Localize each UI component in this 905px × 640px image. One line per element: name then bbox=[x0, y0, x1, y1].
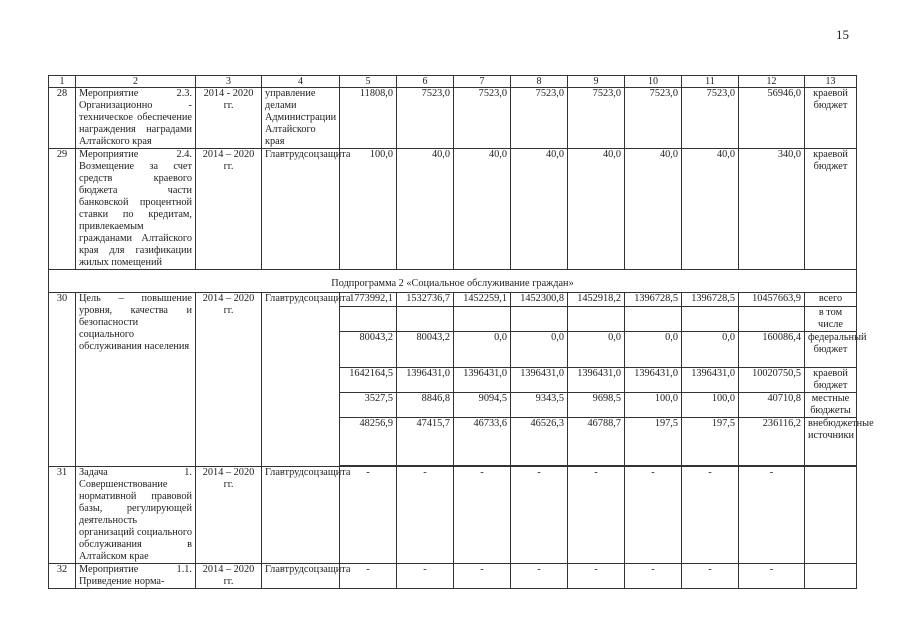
executor: Главтрудсоцзащита bbox=[262, 564, 340, 589]
row-number: 29 bbox=[49, 149, 76, 270]
row-number: 31 bbox=[49, 467, 76, 564]
value-cell: - bbox=[625, 564, 682, 589]
task-name: Задача 1. Совершенствование нормативной правовой базы, регулирующей деятельность организаций социального обслуживания в Алтайском крае bbox=[76, 467, 196, 564]
value-cell: 80043,2 bbox=[340, 332, 397, 368]
value-cell: - bbox=[511, 564, 568, 589]
row-number: 28 bbox=[49, 88, 76, 149]
value-cell: 80043,2 bbox=[397, 332, 454, 368]
period: 2014 – 2020 гг. bbox=[196, 293, 262, 467]
value-cell: 1642164,5 bbox=[340, 368, 397, 393]
value-cell: - bbox=[739, 467, 805, 564]
funding-source: в том числе bbox=[805, 307, 857, 332]
value-cell: 40,0 bbox=[682, 149, 739, 270]
table-row bbox=[49, 293, 857, 307]
value-cell: 236116,2 bbox=[739, 418, 805, 466]
value-cell: 100,0 bbox=[625, 393, 682, 418]
value-cell: 1396431,0 bbox=[511, 368, 568, 393]
value-cell: 7523,0 bbox=[397, 88, 454, 149]
value-cell: 1396728,5 bbox=[625, 293, 682, 307]
budget-table bbox=[48, 75, 874, 589]
executor: управление делами Администрации Алтайского края bbox=[262, 88, 340, 149]
activity-name: Мероприятие 2.4. Возмещение за счет средств краевого бюджета части банковской процентной ставки по кредитам, привлекаемым гражданами Алтайского края для газификации жилых помещений bbox=[76, 149, 196, 270]
value-cell: 1452259,1 bbox=[454, 293, 511, 307]
table-row bbox=[49, 88, 857, 149]
value-cell: 1396431,0 bbox=[625, 368, 682, 393]
value-cell: 7523,0 bbox=[511, 88, 568, 149]
value-cell: 160086,4 bbox=[739, 332, 805, 368]
value-cell: 46788,7 bbox=[568, 418, 625, 466]
header-cell: 6 bbox=[397, 76, 454, 88]
period: 2014 – 2020 гг. bbox=[196, 564, 262, 589]
funding-source: всего bbox=[805, 293, 857, 307]
goal-name: Цель – повышение уровня, качества и безопасности социального обслуживания населения bbox=[76, 293, 196, 467]
value-cell: 197,5 bbox=[682, 418, 739, 466]
header-cell: 9 bbox=[568, 76, 625, 88]
value-cell: - bbox=[568, 564, 625, 589]
header-cell: 12 bbox=[739, 76, 805, 88]
value-cell: 0,0 bbox=[682, 332, 739, 368]
value-cell: 7523,0 bbox=[568, 88, 625, 149]
activity-name: Мероприятие 1.1. Приведение норма- bbox=[76, 564, 196, 589]
header-row bbox=[49, 76, 857, 88]
value-cell: - bbox=[625, 467, 682, 564]
header-cell: 13 bbox=[805, 76, 857, 88]
table-row bbox=[49, 564, 857, 589]
funding-source: краевой бюджет bbox=[805, 149, 857, 270]
value-cell: 8846,8 bbox=[397, 393, 454, 418]
value-cell: 46526,3 bbox=[511, 418, 568, 466]
value-cell: 1396431,0 bbox=[682, 368, 739, 393]
value-cell: - bbox=[739, 564, 805, 589]
row-number: 32 bbox=[49, 564, 76, 589]
value-cell: 10020750,5 bbox=[739, 368, 805, 393]
value-cell: 100,0 bbox=[340, 149, 397, 270]
value-cell: 0,0 bbox=[454, 332, 511, 368]
header-cell: 7 bbox=[454, 76, 511, 88]
header-cell: 11 bbox=[682, 76, 739, 88]
value-cell: 56946,0 bbox=[739, 88, 805, 149]
value-cell: 100,0 bbox=[682, 393, 739, 418]
funding-source: федеральный бюджет bbox=[805, 332, 857, 368]
value-cell: 40,0 bbox=[397, 149, 454, 270]
funding-source: краевой бюджет bbox=[805, 368, 857, 393]
header-cell: 10 bbox=[625, 76, 682, 88]
value-cell: - bbox=[511, 467, 568, 564]
value-cell: - bbox=[340, 564, 397, 589]
header-cell: 5 bbox=[340, 76, 397, 88]
value-cell: 40710,8 bbox=[739, 393, 805, 418]
value-cell: 40,0 bbox=[454, 149, 511, 270]
value-cell: - bbox=[568, 467, 625, 564]
value-cell: 1773992,1 bbox=[340, 293, 397, 307]
value-cell: 1452918,2 bbox=[568, 293, 625, 307]
value-cell: - bbox=[682, 467, 739, 564]
value-cell: 9698,5 bbox=[568, 393, 625, 418]
value-cell: 40,0 bbox=[511, 149, 568, 270]
value-cell: 1396431,0 bbox=[397, 368, 454, 393]
value-cell: 11808,0 bbox=[340, 88, 397, 149]
value-cell: 0,0 bbox=[625, 332, 682, 368]
page-number: 15 bbox=[836, 27, 849, 42]
period: 2014 - 2020 гг. bbox=[196, 88, 262, 149]
value-cell: 47415,7 bbox=[397, 418, 454, 466]
value-cell: 1396431,0 bbox=[454, 368, 511, 393]
activity-name: Мероприятие 2.3. Организационно - техническое обеспечение награждения наградами Алтайского края bbox=[76, 88, 196, 149]
value-cell: 7523,0 bbox=[682, 88, 739, 149]
header-cell: 1 bbox=[49, 76, 76, 88]
row-number: 30 bbox=[49, 293, 76, 467]
executor: Главтрудсоцзащита bbox=[262, 467, 340, 564]
funding-source: внебюджетные источники bbox=[805, 418, 857, 466]
value-cell: - bbox=[397, 467, 454, 564]
value-cell: 1452300,8 bbox=[511, 293, 568, 307]
subprogram-row bbox=[49, 270, 857, 293]
value-cell: - bbox=[454, 467, 511, 564]
value-cell: - bbox=[397, 564, 454, 589]
value-cell: 1396431,0 bbox=[568, 368, 625, 393]
subprogram-title: Подпрограмма 2 «Социальное обслуживание граждан» bbox=[49, 270, 857, 293]
period: 2014 – 2020 гг. bbox=[196, 467, 262, 564]
value-cell: 197,5 bbox=[625, 418, 682, 466]
header-cell: 8 bbox=[511, 76, 568, 88]
value-cell: 9094,5 bbox=[454, 393, 511, 418]
header-cell: 3 bbox=[196, 76, 262, 88]
value-cell: 48256,9 bbox=[340, 418, 397, 466]
value-cell: 0,0 bbox=[511, 332, 568, 368]
table-row bbox=[49, 467, 857, 564]
value-cell: 10457663,9 bbox=[739, 293, 805, 307]
value-cell: 7523,0 bbox=[454, 88, 511, 149]
table-row bbox=[49, 149, 857, 270]
value-cell: - bbox=[454, 564, 511, 589]
value-cell: 9343,5 bbox=[511, 393, 568, 418]
header-cell: 4 bbox=[262, 76, 340, 88]
value-cell: 46733,6 bbox=[454, 418, 511, 466]
value-cell: 340,0 bbox=[739, 149, 805, 270]
value-cell: - bbox=[682, 564, 739, 589]
value-cell: 3527,5 bbox=[340, 393, 397, 418]
value-cell: 7523,0 bbox=[625, 88, 682, 149]
executor: Главтрудсоцзащита bbox=[262, 149, 340, 270]
value-cell: - bbox=[340, 467, 397, 564]
funding-source: краевой бюджет bbox=[805, 88, 857, 149]
funding-source: местные бюджеты bbox=[805, 393, 857, 418]
value-cell: 1396728,5 bbox=[682, 293, 739, 307]
value-cell: 1532736,7 bbox=[397, 293, 454, 307]
value-cell: 40,0 bbox=[625, 149, 682, 270]
period: 2014 – 2020 гг. bbox=[196, 149, 262, 270]
executor: Главтрудсоцзащита bbox=[262, 293, 340, 467]
value-cell: 40,0 bbox=[568, 149, 625, 270]
value-cell: 0,0 bbox=[568, 332, 625, 368]
header-cell: 2 bbox=[76, 76, 196, 88]
